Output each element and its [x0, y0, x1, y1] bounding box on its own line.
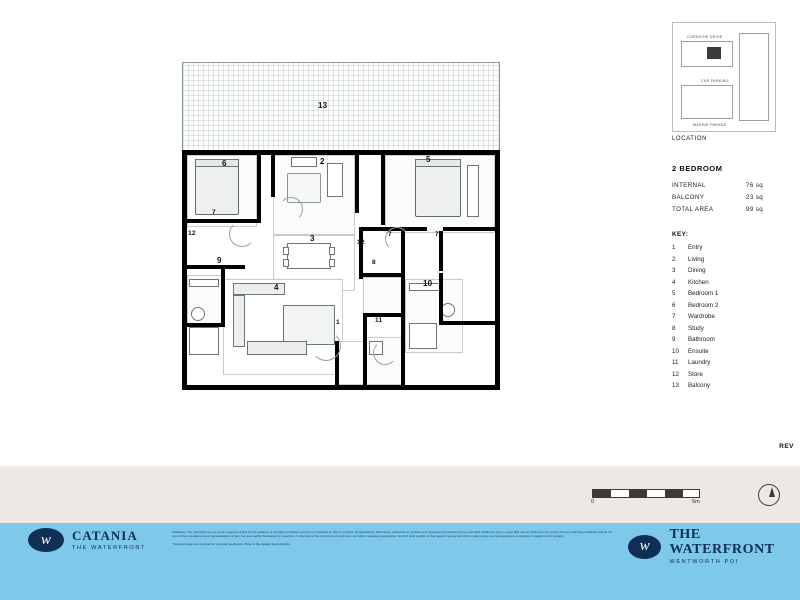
room-number-10: 10: [423, 279, 433, 288]
interior-wall: [359, 273, 405, 277]
interior-wall: [355, 155, 359, 213]
key-number: 7: [672, 313, 676, 321]
kitchen-bench: [247, 341, 307, 355]
dining-chair: [283, 259, 289, 267]
dining-chair: [329, 247, 335, 255]
room-number-1: 1: [336, 319, 340, 326]
interior-wall: [271, 155, 275, 197]
location-map: [672, 22, 776, 132]
room-number-12: 12: [357, 239, 365, 246]
key-item-8: [672, 323, 800, 334]
key-number: 10: [672, 347, 679, 355]
bed-furniture: [195, 165, 239, 215]
key-label: Living: [688, 255, 705, 263]
room-number-9: 9: [217, 256, 222, 265]
dining-chair: [329, 259, 335, 267]
area-row-total: [672, 204, 800, 216]
north-point-icon: [758, 484, 780, 506]
disclaimer-text: [172, 530, 612, 546]
door-swing: [229, 221, 255, 247]
key-item-4: [672, 277, 800, 288]
interior-wall: [401, 273, 405, 385]
bedhead-furniture: [195, 159, 239, 167]
key-item-12: [672, 369, 800, 380]
key-label: Kitchen: [688, 278, 709, 286]
adjacent-block: [739, 33, 769, 121]
area-value: 23 sq: [746, 193, 764, 201]
building-block: [681, 85, 733, 119]
disclaimer-body: Disclaimer: The particulars are set out as a general outline for the guidance of intending purchasers and do not constitute an offer or contract. All descriptions, dimensions, references to condition and necessary permissions for use and other details are given in good faith and are believed to be correct, but any intending purchasers should not rely on them as statements or representations of fact, but must satisfy themselves by inspection or otherwise to the correctness of each item, and where necessary seek advice. No third party supplier or their agents has any authority to make or give any representations or warranty in relation to this property.: [172, 530, 612, 539]
scale-segment: [629, 490, 647, 497]
interior-wall: [443, 321, 495, 325]
location-caption: LOCATION: [672, 136, 708, 142]
street-label-corniche-drive: CORNICHE DRIVE: [687, 35, 723, 39]
area-row-balcony: [672, 192, 800, 204]
key-number: 12: [672, 370, 679, 378]
key-label: Store: [688, 370, 703, 378]
study-room: [363, 277, 405, 317]
key-label: Bathroom: [688, 336, 715, 344]
key-number: 3: [672, 267, 676, 275]
door-swing: [279, 197, 303, 221]
scale-bar: [592, 485, 712, 507]
scale-segment: [665, 490, 683, 497]
catania-logo-name: CATANIA: [72, 528, 138, 544]
key-item-3: [672, 265, 800, 276]
waterfront-logo: [628, 528, 800, 565]
key-number: 2: [672, 255, 676, 263]
key-label: Study: [688, 324, 704, 332]
door-swing: [311, 331, 341, 361]
area-value: 99 sq: [746, 205, 764, 213]
interior-wall: [221, 265, 225, 325]
kitchen-bench: [233, 295, 245, 347]
bedhead-furniture: [415, 159, 461, 167]
area-label: INTERNAL: [672, 182, 706, 189]
key-label: Bedroom 1: [688, 290, 719, 298]
apartment-outline: [182, 150, 500, 390]
interior-wall: [363, 313, 405, 317]
vanity-fixture: [189, 279, 219, 287]
scale-start-label: 0: [591, 499, 595, 505]
key-label: Wardrobe: [688, 313, 715, 321]
room-number-5: 5: [426, 155, 431, 164]
key-number: 8: [672, 324, 676, 332]
key-item-10: [672, 346, 800, 357]
catania-logo-tagline: THE WATERFRONT: [72, 544, 146, 551]
wardrobe-furniture: [467, 165, 479, 217]
interior-wall: [439, 273, 443, 325]
interior-wall: [187, 323, 225, 327]
catania-logo: [28, 528, 146, 552]
dining-table-furniture: [287, 243, 331, 269]
key-number: 4: [672, 278, 676, 286]
revision-label: REV: [779, 443, 794, 450]
dining-chair: [283, 247, 289, 255]
area-value: 76 sq: [746, 182, 764, 189]
waterfront-logo-tagline: WENTWORTH POI: [669, 559, 739, 566]
room-number-4: 4: [274, 283, 279, 292]
key-label: Ensuite: [688, 347, 709, 355]
room-number-12: 12: [188, 230, 196, 237]
shower-fixture: [409, 323, 437, 349]
shower-fixture: [189, 327, 219, 355]
interior-wall: [439, 231, 443, 271]
interior-wall: [381, 155, 385, 225]
street-label-marine-parade: MARINE PARADE: [693, 123, 727, 127]
key-number: 9: [672, 336, 676, 344]
door-swing: [373, 341, 397, 365]
key-item-2: [672, 254, 800, 265]
scale-end-label: 5m: [692, 499, 700, 505]
room-number-6: 6: [222, 159, 227, 168]
street-label-car-parking: CAR PARKING: [701, 79, 729, 83]
room-number-7: 7: [388, 231, 392, 238]
waterfront-logo-name: THE WATERFRONT: [669, 527, 775, 557]
key-number: 1: [672, 244, 676, 252]
scale-bar-track: [592, 489, 700, 498]
tv-unit-furniture: [327, 163, 343, 197]
bed-furniture: [415, 165, 461, 217]
room-number-13: 13: [318, 101, 328, 110]
key-item-11: [672, 357, 800, 368]
wc-fixture: [441, 303, 455, 317]
disclaimer-note: * External areas may be larger for courtyard apartments. Refer to the detailed area schedule.: [172, 541, 291, 546]
w-monogram-icon: w: [628, 535, 661, 559]
key-label: Laundry: [688, 359, 711, 367]
floor-plan: [170, 50, 510, 400]
key-item-6: [672, 300, 800, 311]
key-item-5: [672, 288, 800, 299]
interior-wall: [443, 227, 495, 231]
room-number-7: 7: [435, 231, 439, 238]
key-number: 6: [672, 301, 676, 309]
balcony-area: [182, 62, 500, 152]
interior-wall: [187, 219, 261, 223]
key-heading: KEY:: [672, 231, 689, 239]
plan-title: 2 BEDROOM: [672, 164, 723, 173]
room-number-11: 11: [375, 317, 383, 324]
interior-wall: [187, 265, 245, 269]
subject-building-block: [707, 47, 721, 59]
interior-wall: [363, 313, 367, 385]
key-item-9: [672, 334, 800, 345]
key-number: 13: [672, 381, 679, 389]
room-number-7: 7: [212, 209, 216, 216]
key-label: Bedroom 2: [688, 301, 719, 309]
key-number: 11: [672, 359, 679, 367]
wc-fixture: [191, 307, 205, 321]
console-furniture: [291, 157, 317, 167]
room-number-3: 3: [310, 234, 315, 243]
room-number-2: 2: [320, 157, 325, 166]
key-item-7: [672, 311, 800, 322]
area-row-internal: [672, 180, 800, 192]
key-label: Balcony: [688, 381, 711, 389]
key-label: Dining: [688, 267, 706, 275]
area-label: BALCONY: [672, 193, 705, 201]
room-number-8: 8: [372, 259, 376, 266]
info-panel: [668, 22, 800, 391]
key-item-1: [672, 242, 800, 253]
key-label: Entry: [688, 244, 703, 252]
interior-wall: [257, 155, 261, 219]
scale-segment: [593, 490, 611, 497]
key-item-13: [672, 380, 800, 391]
w-monogram-icon: w: [28, 528, 64, 552]
key-number: 5: [672, 290, 676, 298]
area-label: TOTAL AREA: [672, 205, 714, 213]
